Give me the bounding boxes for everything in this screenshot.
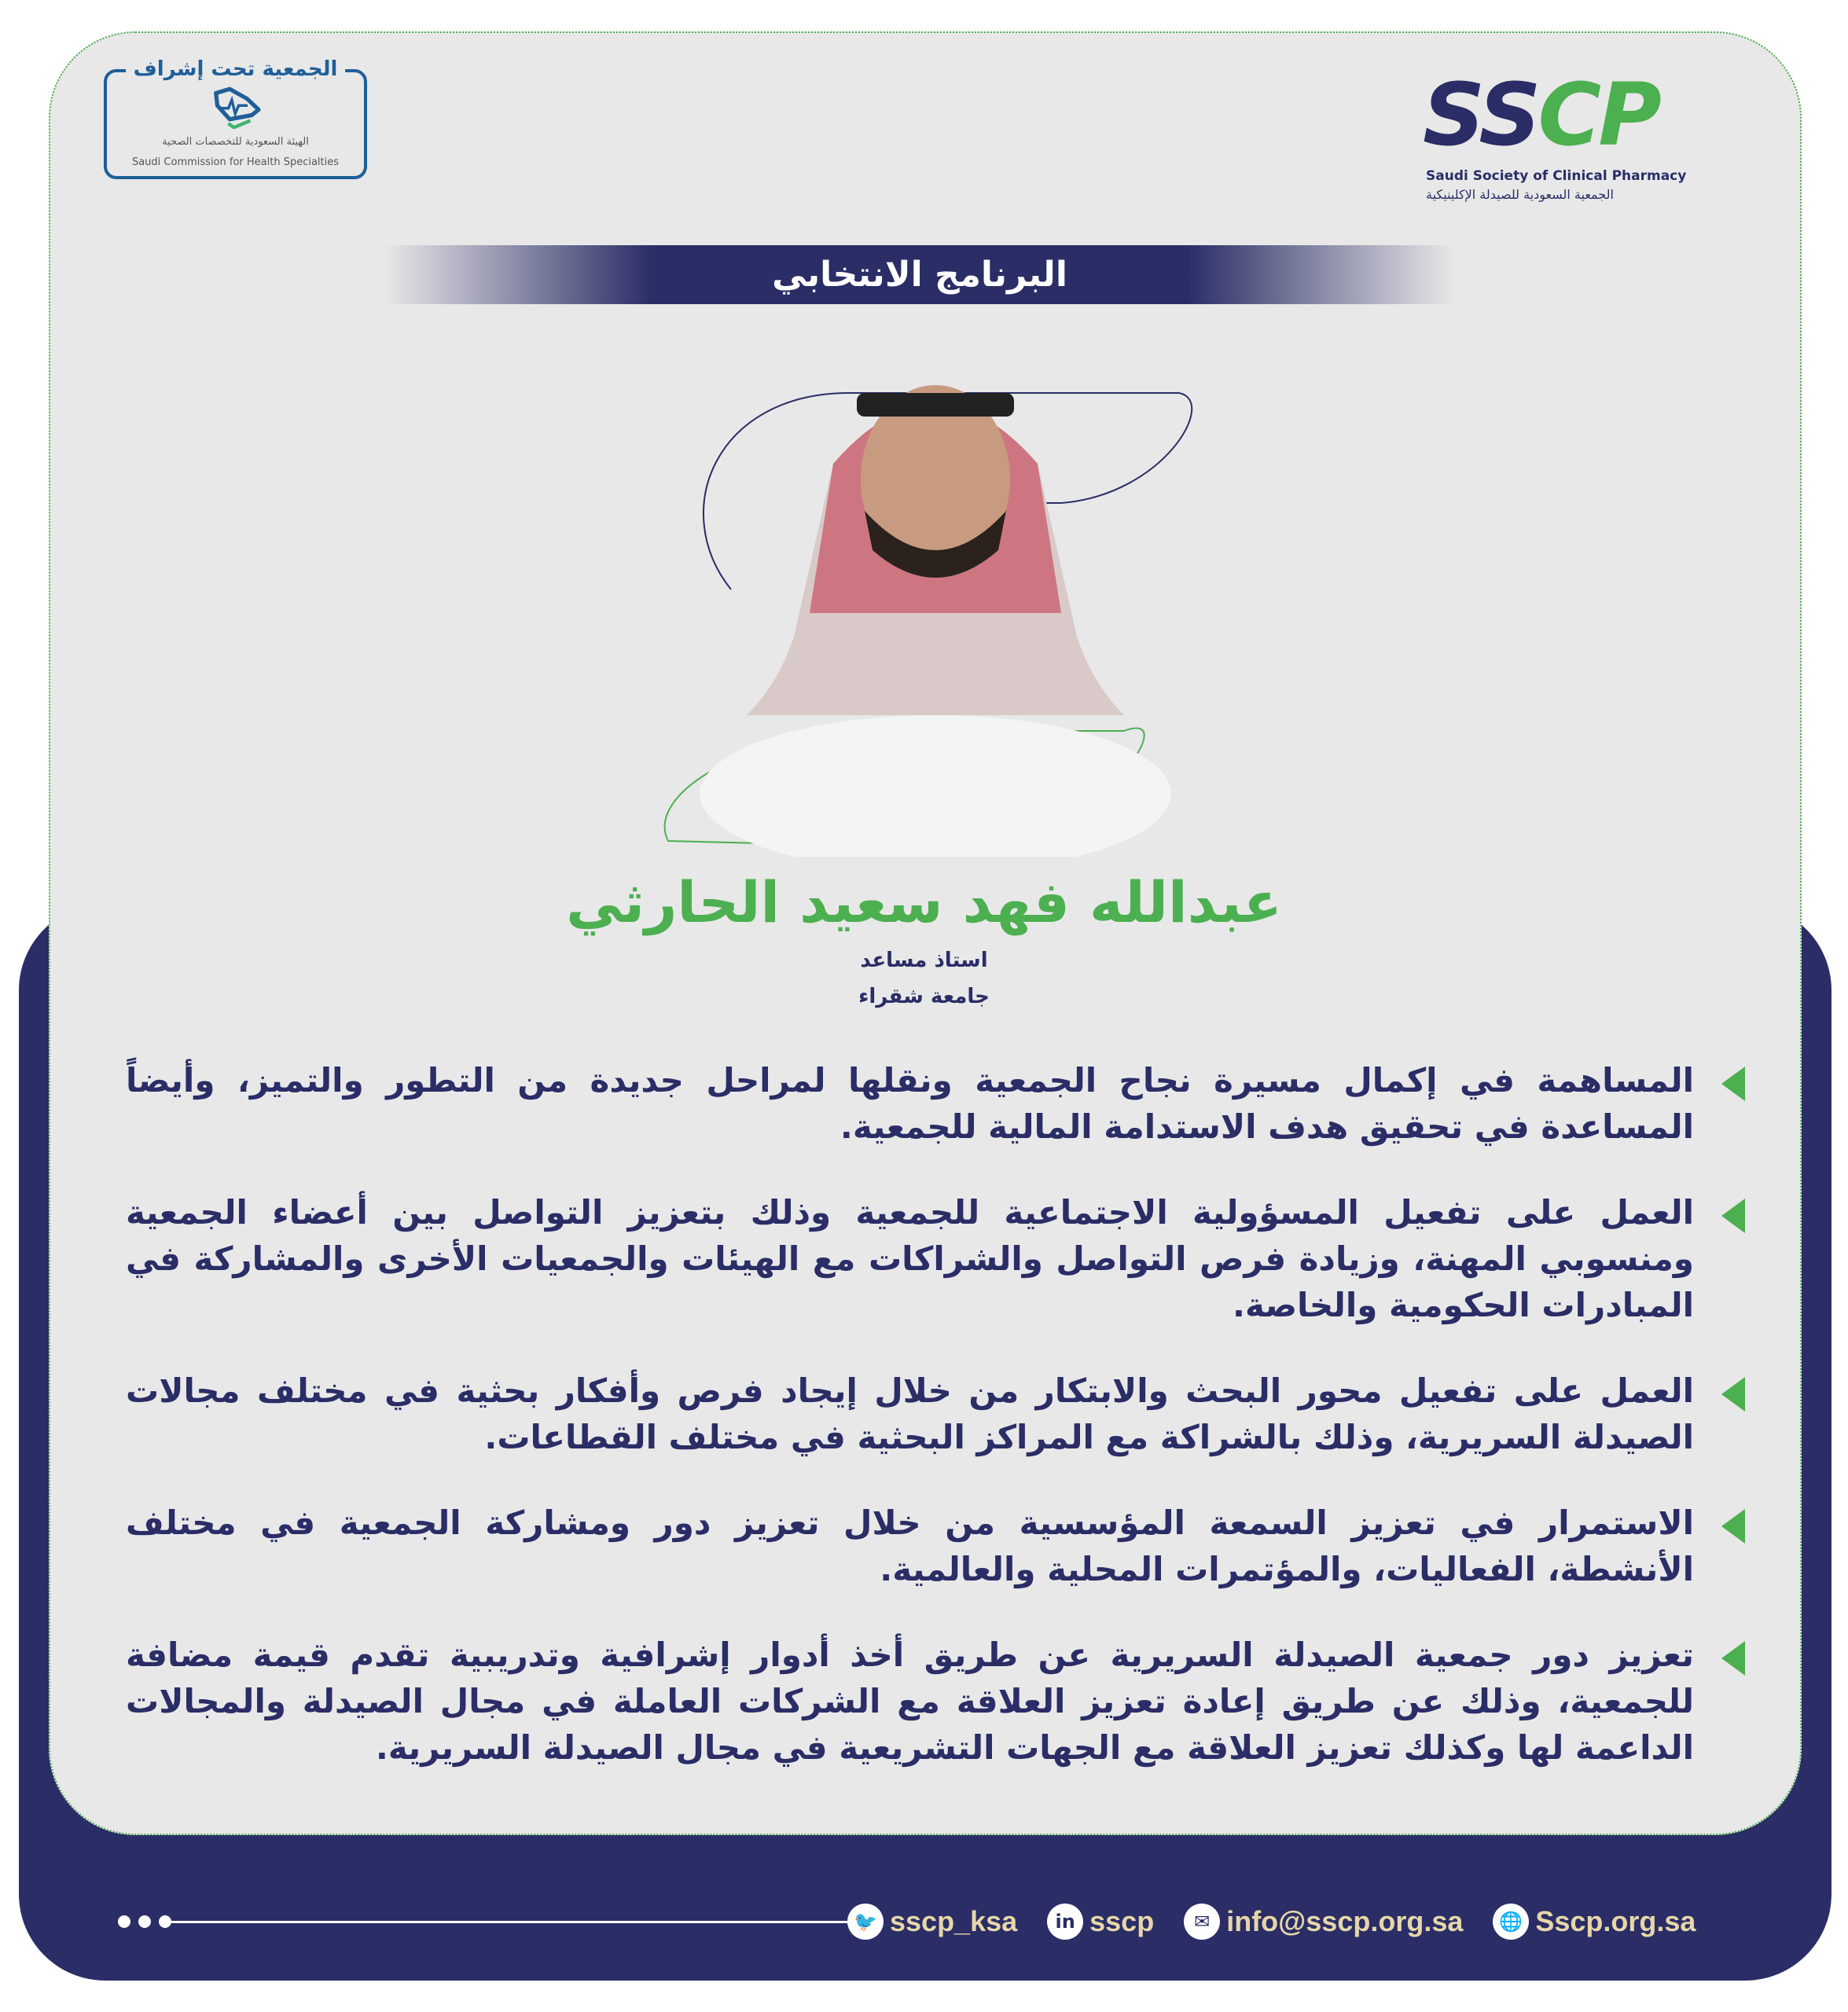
website-link[interactable]: [1493, 1904, 1696, 1940]
shcs-logo: [104, 57, 367, 179]
website-url: Sscp.org.sa: [1535, 1905, 1696, 1937]
footer: [118, 1894, 1776, 1949]
program-item-text: المساهمة في إكمال مسيرة نجاح الجمعية ونقلها لمراحل جديدة من التطور والتميز، وأيضاً المساعدة في تحقيق هدف الاستدامة المالية للجمعية.: [126, 1061, 1694, 1146]
email-address: info@sscp.org.sa: [1226, 1905, 1464, 1937]
shcs-name-ar: الهيئة السعودية للتخصصات الصحية: [162, 136, 309, 148]
candidate-position: استاذ مساعد: [860, 949, 988, 972]
linkedin-icon: in: [1047, 1904, 1083, 1940]
program-list: [126, 1057, 1745, 1810]
bullet-triangle-icon: [1721, 1377, 1745, 1412]
sscp-logo: [1423, 63, 1776, 204]
saudi-map-heartbeat-icon: [209, 85, 264, 129]
sscp-name-ar: الجمعية السعودية للصيدلة الإكلينيكية: [1426, 187, 1614, 202]
program-item-text: العمل على تفعيل المسؤولية الاجتماعية للجمعية وذلك بتعزيز التواصل بين أعضاء الجمعية ومنسوبي المهنة، وزيادة فرص التواصل والشراكات مع الهيئات والجمعيات الأخرى والمشاركة في المبادرات الحكومية والخاصة.: [126, 1193, 1694, 1324]
program-item: [126, 1632, 1745, 1771]
candidate-name: عبدالله فهد سعيد الحارثي: [566, 869, 1282, 935]
globe-icon: 🌐: [1493, 1904, 1529, 1940]
email-link[interactable]: [1184, 1904, 1463, 1940]
twitter-link[interactable]: [847, 1904, 1017, 1940]
bullet-triangle-icon: [1721, 1641, 1745, 1676]
footer-divider: [171, 1921, 847, 1923]
shcs-name-en: Saudi Commission for Health Specialties: [131, 156, 340, 168]
shcs-caption: الجمعية تحت إشراف: [126, 57, 346, 82]
candidate-photo: [652, 354, 1218, 857]
bullet-triangle-icon: [1721, 1509, 1745, 1544]
mail-icon: ✉: [1184, 1904, 1220, 1940]
dots-decoration: [118, 1915, 171, 1928]
program-item-text: الاستمرار في تعزيز السمعة المؤسسية من خلال تعزيز دور ومشاركة الجمعية في مختلف الأنشطة، الفعاليات، والمؤتمرات المحلية والعالمية.: [126, 1503, 1694, 1588]
sscp-mark: SSCP: [1423, 64, 1659, 165]
program-item: [126, 1057, 1745, 1150]
sscp-name-en: Saudi Society of Clinical Pharmacy: [1426, 168, 1687, 184]
program-item: [126, 1368, 1745, 1460]
page-title: البرنامج الانتخابي: [385, 245, 1454, 304]
candidate-university: جامعة شقراء: [858, 985, 990, 1008]
program-item: [126, 1500, 1745, 1592]
program-item: [126, 1189, 1745, 1328]
program-item-text: تعزيز دور جمعية الصيدلة السريرية عن طريق أخذ أدوار إشرافية وتدريبية تقدم قيمة مضافة للجمعية، وذلك عن طريق إعادة تعزيز العلاقة مع الشركات العاملة في مجال الصيدلة والمجالات الداعمة لها وكذلك تعزيز العلاقة مع الجهات التشريعية في مجال الصيدلة السريرية.: [126, 1636, 1694, 1767]
program-item-text: العمل على تفعيل محور البحث والابتكار من خلال إيجاد فرص وأفكار بحثية في مختلف مجالات الصيدلة السريرية، وذلك بالشراكة مع المراكز البحثية في مختلف القطاعات.: [126, 1371, 1694, 1456]
linkedin-handle: sscp: [1089, 1905, 1155, 1937]
twitter-handle: sscp_ksa: [890, 1905, 1018, 1937]
linkedin-link[interactable]: [1047, 1904, 1154, 1940]
bullet-triangle-icon: [1721, 1199, 1745, 1233]
twitter-icon: 🐦: [847, 1904, 884, 1940]
bullet-triangle-icon: [1721, 1067, 1745, 1101]
